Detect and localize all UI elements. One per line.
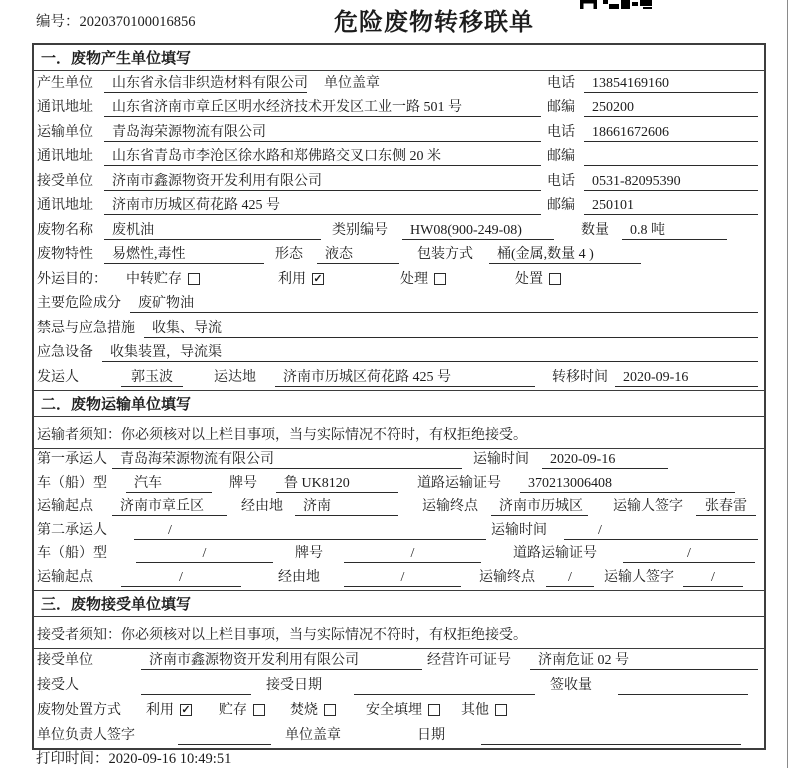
origin-label-1: 运输起点 (37, 499, 93, 514)
receive-person-label: 接受人 (37, 678, 79, 693)
producer-unit-value: 山东省永信非织造材料有限公司 (104, 74, 307, 93)
manifest-form (32, 43, 766, 750)
transporter-notice-row (34, 417, 764, 449)
producer-address-value: 山东省济南市章丘区明水经济技术开发区工业一路 501 号 (104, 98, 541, 117)
transporter-postcode-value (584, 147, 758, 166)
receive-date-label: 接受日期 (266, 678, 322, 693)
road-permit-value-1: 370213006408 (520, 474, 735, 493)
producer-postcode-value: 250200 (584, 98, 758, 117)
purpose-treatment-checkbox[interactable] (400, 270, 446, 289)
disposal-storage-checkbox-box[interactable] (253, 704, 265, 716)
transporter-postcode-label: 邮编 (547, 149, 575, 164)
purpose-utilize-checkbox-label: 利用 (278, 271, 306, 287)
received-quantity-label: 签收量 (550, 678, 592, 693)
section-title-transporter: 二．废物运输单位填写 (34, 391, 764, 417)
second-carrier-label: 第二承运人 (37, 522, 107, 538)
first-carrier-label: 第一承运人 (37, 452, 107, 467)
receiver-postcode-label: 邮编 (547, 198, 575, 213)
second-carrier-value: / (134, 521, 486, 540)
receiver-unit-value: 济南市鑫源物资开发利用有限公司 (104, 172, 541, 191)
first-carrier-row (34, 449, 764, 473)
plate-number-value-1: 鲁 UK8120 (276, 474, 398, 493)
transporter-address-value: 山东省青岛市李沧区徐水路和郑佛路交叉口东侧 20 米 (104, 147, 541, 166)
origin-value-1: 济南市章丘区 (112, 497, 227, 516)
waste-property-value: 易燃性,毒性 (104, 245, 264, 264)
origin-value-2: / (121, 568, 241, 587)
road-permit-label-2: 道路运输证号 (513, 546, 597, 561)
producer-phone-value: 13854169160 (584, 74, 758, 93)
producer-unit-row (34, 71, 764, 96)
receive-unit-row (34, 649, 764, 674)
endpoint-value-1: 济南市历城区 (491, 497, 588, 516)
receiver-postcode-value: 250101 (584, 196, 758, 215)
page-edge-line (787, 0, 788, 768)
vehicle-type-label-1: 车（船）型 (37, 475, 107, 491)
receiver-unit-row (34, 169, 764, 194)
section-title-receiver: 三．废物接受单位填写 (34, 591, 764, 617)
transporter-notice-text: 运输者须知：你必须核对以上栏目事项，当与实际情况不符时，有权拒绝接受。 (37, 427, 527, 443)
via-label-1: 经由地 (241, 499, 283, 514)
hazard-component-label: 主要危险成分 (37, 296, 121, 311)
taboo-emergency-row (34, 316, 764, 341)
disposal-utilize-checkbox-box[interactable]: ✓ (181, 703, 191, 716)
vehicle-type-value-2: / (136, 544, 273, 563)
consignor-value: 郭玉波 (121, 368, 183, 387)
destination-value: 济南市历城区荷花路 425 号 (275, 368, 535, 387)
consignor-label: 发运人 (37, 369, 79, 385)
waste-name-label: 废物名称 (37, 222, 93, 238)
purpose-transit-storage-checkbox[interactable] (126, 270, 200, 289)
transporter-address-row (34, 145, 764, 170)
document-title: 危险废物转移联单 (334, 9, 534, 36)
vehicle-type-label-2: 车（船）型 (37, 546, 107, 561)
receiver-phone-value: 0531-82095390 (584, 172, 758, 191)
carrier-signature-value-1: 张春雷 (696, 497, 756, 516)
endpoint-label-2: 运输终点 (479, 569, 535, 585)
first-carrier-value: 青岛海荣源物流有限公司 (112, 450, 462, 469)
disposal-landfill-checkbox[interactable] (366, 701, 440, 720)
unit-seal-label: 单位盖章 (324, 75, 380, 91)
license-label: 经营许可证号 (427, 653, 511, 669)
route-row-1 (34, 496, 764, 520)
license-value: 济南危证 02 号 (530, 651, 758, 670)
transfer-date-value: 2020-09-16 (615, 368, 758, 387)
transfer-purpose-label: 外运目的： (37, 271, 107, 287)
purpose-transit-storage-checkbox-label: 中转贮存 (126, 271, 182, 287)
purpose-transit-storage-checkbox-box[interactable] (188, 273, 200, 285)
producer-postcode-label: 邮编 (547, 100, 575, 115)
transporter-address-label: 通讯地址 (37, 149, 93, 164)
transfer-date-label: 转移时间 (552, 369, 608, 385)
quantity-value: 0.8 吨 (622, 221, 727, 240)
purpose-disposal-checkbox[interactable] (515, 270, 561, 289)
carrier-signature-label-2: 运输人签字 (604, 569, 674, 585)
packaging-value: 桶(金属,数量 4 ) (489, 245, 641, 264)
waste-property-row (34, 243, 764, 268)
producer-address-label: 通讯地址 (37, 100, 93, 115)
plate-number-label-1: 牌号 (229, 475, 257, 491)
receiver-notice-text: 接受者须知：你必须核对以上栏目事项，当与实际情况不符时，有权拒绝接受。 (37, 627, 527, 643)
receiver-address-row (34, 194, 764, 219)
serial-label: 编号： (36, 14, 80, 30)
carrier-signature-value-2: / (683, 568, 743, 587)
destination-label: 运达地 (214, 369, 256, 385)
packaging-label: 包装方式 (417, 247, 473, 262)
receiver-unit-label: 接受单位 (37, 173, 93, 189)
purpose-disposal-checkbox-box[interactable] (549, 273, 561, 285)
purpose-treatment-checkbox-box[interactable] (434, 273, 446, 285)
transporter-unit-row (34, 120, 764, 145)
vehicle-row-2 (34, 543, 764, 567)
via-label-2: 经由地 (278, 569, 320, 585)
receive-unit-value: 济南市鑫源物资开发利用有限公司 (141, 651, 422, 670)
carrier-signature-label-1: 运输人签字 (613, 499, 683, 514)
disposal-incinerate-checkbox-label: 焚烧 (290, 702, 318, 718)
receiver-unit-seal-label: 单位盖章 (285, 727, 341, 743)
second-carrier-row (34, 519, 764, 543)
disposal-utilize-checkbox[interactable] (146, 701, 192, 720)
category-code-value: HW08(900-249-08) (402, 221, 554, 240)
purpose-utilize-checkbox[interactable] (278, 270, 324, 289)
consignor-row (34, 365, 764, 390)
section-transporter (34, 390, 764, 590)
waste-name-row (34, 218, 764, 243)
vehicle-row-1 (34, 472, 764, 496)
producer-unit-label: 产生单位 (37, 75, 93, 91)
transport-date-label-1: 运输时间 (473, 452, 529, 467)
via-value-1: 济南 (295, 497, 398, 516)
receive-person-value (141, 676, 251, 695)
print-time: 打印时间：2020-09-16 10:49:51 (36, 751, 232, 767)
purpose-utilize-checkbox-box[interactable]: ✓ (313, 272, 323, 285)
receive-stamp-date-value (481, 726, 741, 745)
receiver-notice-row (34, 617, 764, 649)
receiver-address-label: 通讯地址 (37, 198, 93, 213)
purpose-disposal-checkbox-label: 处置 (515, 271, 543, 287)
emergency-equipment-row (34, 341, 764, 366)
via-value-2: / (344, 568, 461, 587)
responsible-signature-label: 单位负责人签字 (37, 727, 135, 743)
receiver-address-value: 济南市历城区荷花路 425 号 (104, 196, 541, 215)
transporter-unit-value: 青岛海荣源物流有限公司 (104, 123, 541, 142)
receive-date-value (354, 676, 535, 695)
transport-date-label-2: 运输时间 (491, 522, 547, 538)
endpoint-value-2: / (546, 568, 594, 587)
serial-number (36, 10, 196, 31)
receive-person-row (34, 673, 764, 698)
hazard-component-value: 废矿物油 (130, 294, 758, 313)
road-permit-label-1: 道路运输证号 (417, 475, 501, 491)
section-producer (34, 45, 764, 390)
disposal-other-checkbox[interactable] (461, 701, 507, 720)
transport-date-value-1: 2020-09-16 (542, 450, 668, 469)
disposal-storage-checkbox[interactable] (219, 701, 265, 720)
receive-unit-label: 接受单位 (37, 653, 93, 669)
receiver-phone-label: 电话 (547, 173, 575, 189)
transporter-phone-value: 18661672606 (584, 123, 758, 142)
responsible-signature-row (34, 723, 764, 748)
emergency-equipment-value: 收集装置，导流渠 (102, 343, 758, 362)
section-title-producer: 一．废物产生单位填写 (34, 45, 764, 71)
hazard-component-row (34, 292, 764, 317)
qr-code-fragment (580, 0, 652, 10)
plate-number-label-2: 牌号 (295, 546, 323, 561)
waste-property-label: 废物特性 (37, 247, 93, 262)
disposal-landfill-checkbox-box[interactable] (428, 704, 440, 716)
serial-value: 2020370100016856 (79, 14, 196, 30)
disposal-landfill-checkbox-label: 安全填埋 (366, 702, 422, 718)
waste-name-value: 废机油 (104, 221, 321, 240)
disposal-storage-checkbox-label: 贮存 (219, 702, 247, 718)
taboo-emergency-value: 收集、导流 (144, 319, 758, 338)
vehicle-type-value-1: 汽车 (126, 474, 212, 493)
disposal-incinerate-checkbox-box[interactable] (324, 704, 336, 716)
producer-address-row (34, 96, 764, 121)
quantity-label: 数量 (581, 222, 609, 238)
disposal-method-label: 废物处置方式 (37, 702, 121, 718)
form-state-label: 形态 (275, 247, 303, 262)
disposal-incinerate-checkbox[interactable] (290, 701, 336, 720)
emergency-equipment-label: 应急设备 (37, 345, 93, 360)
received-quantity-value (618, 676, 748, 695)
receive-stamp-date-label: 日期 (417, 727, 445, 743)
transporter-phone-label: 电话 (547, 124, 575, 140)
origin-label-2: 运输起点 (37, 569, 93, 585)
road-permit-value-2: / (623, 544, 755, 563)
disposal-method-row (34, 698, 764, 723)
plate-number-value-2: / (344, 544, 481, 563)
taboo-emergency-label: 禁忌与应急措施 (37, 320, 135, 336)
section-receiver (34, 590, 764, 748)
route-row-2 (34, 566, 764, 590)
form-state-value: 液态 (317, 245, 399, 264)
category-code-label: 类别编号 (332, 222, 388, 238)
producer-phone-label: 电话 (547, 75, 575, 91)
endpoint-label-1: 运输终点 (422, 499, 478, 514)
purpose-treatment-checkbox-label: 处理 (400, 271, 428, 287)
disposal-other-checkbox-label: 其他 (461, 702, 489, 718)
disposal-other-checkbox-box[interactable] (495, 704, 507, 716)
transporter-unit-label: 运输单位 (37, 124, 93, 140)
disposal-utilize-checkbox-label: 利用 (146, 702, 174, 718)
transfer-purpose-row (34, 267, 764, 292)
responsible-signature-value (178, 726, 271, 745)
transport-date-value-2: / (564, 521, 758, 540)
